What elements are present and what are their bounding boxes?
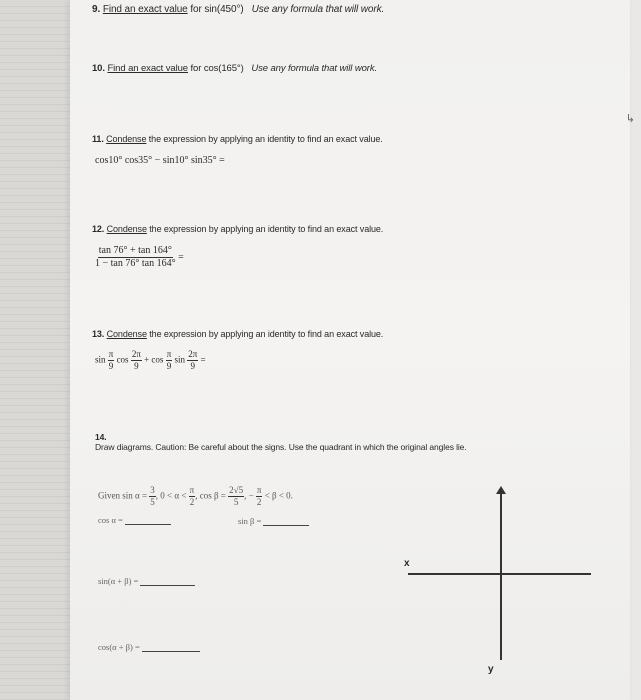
q13-frac-1 — [108, 350, 115, 371]
q13-frac-3 — [166, 350, 173, 371]
q12-link[interactable]: Condense — [106, 224, 147, 234]
q14-sin-beta-label: sin β = — [238, 516, 262, 526]
x-axis-label: x — [404, 558, 410, 569]
q14-sin-den: 5 — [150, 497, 155, 507]
q11-number: 11. — [92, 134, 104, 144]
q14-cos-sum-blank[interactable] — [142, 642, 200, 652]
q11-expression: cos10° cos35° − sin10° sin35° = — [95, 155, 225, 166]
q12-expression — [95, 246, 184, 269]
q10-note: Use any formula that will work. — [251, 63, 378, 74]
y-axis-arrow-icon — [496, 486, 506, 494]
q13-frac-4 — [187, 350, 198, 371]
q9-link[interactable]: Find an exact value — [102, 4, 188, 15]
q13-frac-4-den: 9 — [190, 361, 196, 371]
q11-text: the expression by applying an identity to find an exact value. — [146, 134, 383, 144]
q14-cos-den: 5 — [233, 497, 239, 507]
q14-number: 14. — [95, 432, 107, 442]
q12-fraction — [95, 246, 176, 269]
q10-text: for cos(165°) — [187, 63, 244, 74]
q12-denominator: 1 − tan 76° tan 164° — [95, 258, 176, 269]
y-axis — [500, 490, 502, 660]
q13-link[interactable]: Condense — [106, 329, 147, 339]
q13-frac-1-num: π — [108, 349, 114, 359]
y-axis-label: y — [488, 664, 494, 675]
q12-text: the expression by applying an identity to find an exact value. — [146, 224, 384, 234]
q14-alpha-bound-den: 2 — [189, 497, 195, 507]
question-12 — [92, 224, 383, 234]
question-11 — [92, 134, 383, 144]
q13-equals: = — [200, 354, 206, 365]
question-10 — [92, 63, 377, 74]
q9-number: 9. — [92, 4, 101, 15]
q14-beta-bound-den: 2 — [256, 497, 262, 507]
q14-cos-sum-label: cos(α + β) = — [98, 642, 140, 652]
q9-note: Use any formula that will work. — [251, 4, 385, 15]
q13-frac-3-den: 9 — [166, 361, 172, 371]
q14-cos-alpha-label: cos α = — [98, 515, 123, 525]
q14-cos-alpha-blank[interactable] — [125, 515, 171, 525]
q14-instructions: Draw diagrams. Caution: Be careful about the signs. Use the quadrant in which the original angles lie. — [95, 442, 467, 452]
q14-beta-bound — [256, 486, 263, 507]
cursor-icon: ↳ — [625, 113, 635, 125]
q14-sin-sum-blank[interactable] — [140, 576, 195, 586]
q13-sin-2: sin — [174, 354, 185, 365]
q14-sin-num: 3 — [150, 485, 155, 495]
q13-sin-1: sin — [95, 354, 106, 365]
question-14 — [95, 432, 467, 452]
q13-plus-cos: + cos — [144, 354, 164, 365]
q14-cos-sum-row — [98, 642, 200, 652]
q13-cos-1: cos — [116, 354, 129, 365]
q14-cos-num: 2√5 — [229, 485, 244, 495]
q14-beta-range-start: , − — [244, 490, 254, 501]
q10-number: 10. — [92, 63, 105, 74]
q14-sin-sum-label: sin(α + β) = — [98, 576, 139, 586]
q13-number: 13. — [92, 329, 105, 339]
q10-link[interactable]: Find an exact value — [107, 63, 188, 74]
q13-expression — [95, 350, 206, 371]
q12-numerator: tan 76° + tan 164° — [98, 245, 172, 256]
q14-given — [98, 486, 293, 507]
q13-frac-1-den: 9 — [108, 361, 114, 371]
q14-sin-beta-blank[interactable] — [263, 516, 309, 526]
q12-equals: = — [178, 251, 184, 263]
q14-given-sin: Given sin α = — [98, 490, 148, 501]
notebook-binding — [0, 0, 70, 700]
q14-alpha-bound-num: π — [189, 485, 195, 495]
q14-given-cos: , cos β = — [195, 490, 226, 501]
q14-sin-beta-row — [238, 516, 309, 526]
q14-sin-sum-row — [98, 576, 195, 586]
q12-number: 12. — [92, 224, 105, 234]
q13-frac-2-den: 9 — [134, 361, 139, 371]
q14-alpha-range: , 0 < α < — [155, 490, 187, 501]
q14-cos-alpha-row — [98, 515, 171, 525]
q14-beta-bound-num: π — [256, 485, 262, 495]
q9-text: for sin(450°) — [187, 4, 244, 15]
q11-link[interactable]: Condense — [106, 134, 147, 144]
q14-beta-range-end: < β < 0. — [264, 490, 293, 501]
question-9 — [92, 4, 384, 15]
q14-cos-frac — [228, 486, 244, 507]
q13-frac-2 — [131, 350, 142, 371]
q13-frac-3-num: π — [166, 349, 172, 359]
q13-frac-4-num: 2π — [188, 349, 198, 359]
q13-text: the expression by applying an identity to find an exact value. — [146, 329, 384, 339]
question-13 — [92, 329, 383, 339]
q13-frac-2-num: 2π — [131, 349, 141, 359]
